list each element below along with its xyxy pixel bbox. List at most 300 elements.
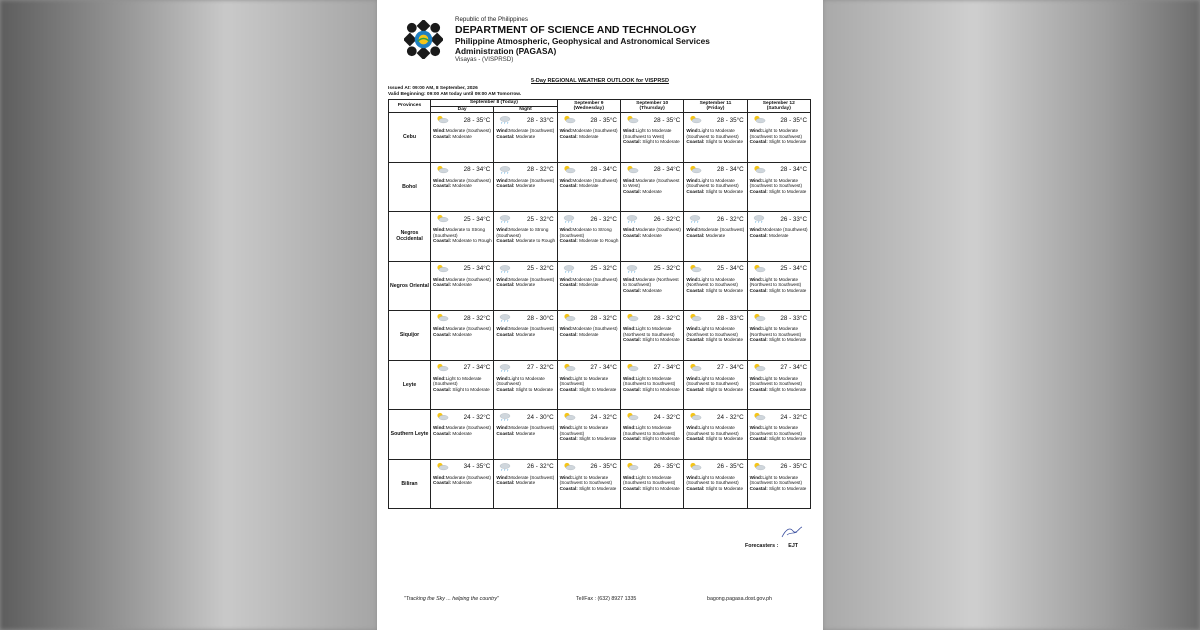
partly-cloudy-sun-icon <box>752 408 766 426</box>
temperature-range: 25 - 32°C <box>526 265 554 273</box>
coastal-info <box>560 238 619 243</box>
temperature-range: 24 - 32°C <box>716 413 744 421</box>
temperature-range: 25 - 32°C <box>653 265 681 273</box>
coastal-value: Moderate <box>515 480 536 486</box>
temperature-range: 28 - 32°C <box>653 314 681 322</box>
forecast-cell <box>494 162 557 212</box>
coastal-label: Coastal: <box>749 337 768 342</box>
temperature-range: 24 - 30°C <box>526 413 554 421</box>
partly-cloudy-sun-icon <box>688 408 702 426</box>
coastal-info <box>433 480 492 485</box>
forecasters-name: EJT <box>788 543 798 549</box>
wind-info <box>750 128 809 139</box>
coastal-label: Coastal: <box>622 485 642 491</box>
coastal-info <box>496 238 555 243</box>
valid-period: Valid Beginning: 09:00 AM today until 09:00 AM Tomorrow. <box>388 91 522 97</box>
wind-value: Light to Moderate (Southwest) <box>496 375 545 387</box>
coastal-label: Coastal: <box>496 480 515 486</box>
temperature-range: 28 - 33°C <box>526 116 554 124</box>
document-title: 5-Day REGIONAL WEATHER OUTLOOK for VISPRSD <box>531 78 669 84</box>
coastal-value: Slight to Moderate <box>642 485 680 491</box>
coastal-label: Coastal: <box>749 232 768 238</box>
temperature-range: 26 - 32°C <box>526 463 554 471</box>
wind-label: Wind: <box>686 425 700 431</box>
coastal-info <box>560 387 619 392</box>
forecast-cell <box>620 311 683 361</box>
partly-cloudy-sun-icon <box>688 458 702 476</box>
issue-info <box>388 86 521 98</box>
wind-info <box>560 425 619 436</box>
wind-value: Moderate to Strong (Southwest) <box>559 227 612 238</box>
coastal-value: Moderate <box>515 133 536 139</box>
coastal-value: Moderate <box>642 287 662 293</box>
wind-label: Wind: <box>749 227 763 233</box>
footer-motto: "Tracking the Sky ... helping the country" <box>404 596 499 602</box>
wind-info <box>496 227 555 238</box>
forecast-cell <box>557 311 620 361</box>
wind-label: Wind: <box>559 326 573 332</box>
coastal-value: Moderate <box>452 480 472 486</box>
dost-logo <box>404 20 443 59</box>
letterhead <box>455 16 815 64</box>
partly-cloudy-sun-icon <box>752 161 766 179</box>
wind-label: Wind: <box>496 276 510 282</box>
wind-value: Light to Moderate (Southwest to Southwest) <box>622 375 676 387</box>
partly-cloudy-sun-icon <box>688 260 702 278</box>
table-row <box>389 162 811 212</box>
coastal-value: Slight to Moderate <box>452 386 490 392</box>
coastal-label: Coastal: <box>749 436 768 441</box>
coastal-label: Coastal: <box>559 436 578 441</box>
coastal-label: Coastal: <box>622 386 642 392</box>
wind-value: Light to Moderate (Northwest to Southwest) <box>686 326 738 337</box>
wind-info <box>433 227 492 238</box>
coastal-value: Slight to Moderate <box>705 386 744 392</box>
partly-cloudy-sun-icon <box>625 359 639 377</box>
coastal-info <box>433 238 492 243</box>
wind-value: Light to Moderate (Northwest to Southwest) <box>749 326 802 337</box>
wind-info <box>750 326 809 337</box>
coastal-value: Slight to Moderate <box>642 337 680 342</box>
coastal-value: Slight to Moderate <box>769 337 807 342</box>
coastal-label: Coastal: <box>433 183 452 189</box>
forecasters-label: Forecasters : <box>745 543 779 549</box>
wind-value: Moderate (Southwest) <box>699 227 745 233</box>
province-name: Leyte <box>389 360 431 410</box>
wind-value: Light to Moderate (Southwest to West) <box>622 128 672 139</box>
partly-cloudy-sun-icon <box>625 458 639 476</box>
forecast-cell <box>747 113 810 163</box>
wind-info <box>750 475 809 486</box>
wind-value: Moderate (Southwest) <box>572 128 618 134</box>
coastal-label: Coastal: <box>433 238 452 243</box>
forecast-cell <box>557 162 620 212</box>
wind-label: Wind: <box>433 425 446 431</box>
coastal-value: Slight to Moderate <box>642 386 680 392</box>
forecast-cell <box>494 459 557 509</box>
coastal-info <box>433 387 492 392</box>
wind-label: Wind: <box>433 375 446 381</box>
agency-line-1: Philippine Atmospheric, Geophysical and Astronomical Services <box>455 36 710 46</box>
wind-label: Wind: <box>496 375 510 381</box>
province-name: Cebu <box>389 113 431 163</box>
coastal-info <box>750 233 809 238</box>
coastal-info <box>686 436 745 441</box>
temperature-range: 28 - 35°C <box>590 116 617 124</box>
temperature-range: 26 - 35°C <box>780 463 807 471</box>
forecast-cell <box>684 311 747 361</box>
temperature-range: 26 - 35°C <box>716 463 744 471</box>
wind-info <box>623 178 682 189</box>
header-day-3: September 11 (Friday) <box>684 100 747 113</box>
wind-label: Wind: <box>622 128 636 134</box>
wind-value: Light to Moderate (Southwest to Southwest) <box>686 425 739 436</box>
coastal-info <box>496 480 555 485</box>
coastal-info <box>686 189 745 194</box>
wind-info <box>686 277 745 288</box>
temperature-range: 26 - 32°C <box>716 215 744 223</box>
partly-cloudy-sun-icon <box>688 359 702 377</box>
temperature-range: 25 - 34°C <box>780 265 807 273</box>
table-row <box>389 212 811 262</box>
partly-cloudy-sun-icon <box>435 309 449 327</box>
weather-outlook-table <box>388 99 811 509</box>
coastal-info <box>433 332 492 337</box>
forecast-cell <box>620 113 683 163</box>
coastal-value: Slight to Moderate <box>642 436 680 441</box>
coastal-info <box>750 189 809 194</box>
wind-value: Light to Moderate (Southwest to Southwest) <box>686 474 739 486</box>
coastal-info <box>560 332 619 337</box>
wind-info <box>560 376 619 387</box>
coastal-label: Coastal: <box>559 133 578 139</box>
coastal-info <box>623 337 682 342</box>
wind-value: Moderate (Southwest) <box>445 276 491 282</box>
cloudy-rain-icon <box>562 260 576 278</box>
cloudy-rain-icon <box>498 210 512 228</box>
wind-value: Light to Moderate (Southwest to Southwest) <box>622 425 676 436</box>
wind-label: Wind: <box>622 326 636 332</box>
temperature-range: 27 - 34°C <box>780 364 807 372</box>
temperature-range: 28 - 32°C <box>590 314 617 322</box>
forecast-cell <box>494 261 557 311</box>
table-row <box>389 261 811 311</box>
coastal-label: Coastal: <box>749 287 768 293</box>
forecast-cell <box>557 261 620 311</box>
wind-label: Wind: <box>496 425 510 431</box>
wind-value: Moderate (Southwest) <box>445 474 491 480</box>
wind-label: Wind: <box>749 375 763 381</box>
wind-value: Light to Moderate (Northwest to Southwest) <box>622 326 675 337</box>
coastal-value: Slight to Moderate <box>705 287 744 293</box>
wind-info <box>750 425 809 436</box>
forecast-cell <box>557 212 620 262</box>
department-name: DEPARTMENT OF SCIENCE AND TECHNOLOGY <box>455 24 697 36</box>
wind-label: Wind: <box>686 177 700 183</box>
partly-cloudy-sun-icon <box>625 309 639 327</box>
coastal-label: Coastal: <box>686 188 705 194</box>
partly-cloudy-sun-icon <box>562 309 576 327</box>
forecast-cell <box>684 360 747 410</box>
partly-cloudy-sun-icon <box>435 359 449 377</box>
wind-info <box>686 475 745 486</box>
wind-info <box>750 376 809 387</box>
coastal-label: Coastal: <box>496 183 515 189</box>
wind-label: Wind: <box>686 474 700 480</box>
wind-label: Wind: <box>622 177 636 183</box>
header-today-night: Night <box>494 106 557 113</box>
wind-value: Light to Moderate (Southwest to Southwest) <box>749 128 802 139</box>
partly-cloudy-sun-icon <box>752 260 766 278</box>
coastal-info <box>623 288 682 293</box>
coastal-value: Slight to Moderate <box>769 139 807 144</box>
forecast-cell <box>494 360 557 410</box>
coastal-label: Coastal: <box>686 139 705 144</box>
wind-info <box>686 326 745 337</box>
footer-website: bagong.pagasa.dost.gov.ph <box>707 596 772 602</box>
forecast-cell <box>431 410 494 460</box>
wind-label: Wind: <box>559 474 573 480</box>
coastal-info <box>496 134 555 139</box>
partly-cloudy-sun-icon <box>562 111 576 129</box>
coastal-info <box>750 288 809 293</box>
province-name: Biliran <box>389 459 431 509</box>
forecaster-signature <box>781 525 803 539</box>
coastal-value: Slight to Moderate <box>515 386 554 392</box>
wind-label: Wind: <box>433 128 446 134</box>
province-name: Negros Oriental <box>389 261 431 311</box>
wind-value: Light to Moderate (Southwest to Southwest) <box>622 474 676 486</box>
temperature-range: 26 - 35°C <box>590 463 617 471</box>
coastal-label: Coastal: <box>686 287 705 293</box>
coastal-label: Coastal: <box>622 232 642 238</box>
province-name: Southern Leyte <box>389 410 431 460</box>
temperature-range: 28 - 35°C <box>716 116 744 124</box>
wind-info <box>623 376 682 387</box>
temperature-range: 28 - 34°C <box>780 166 807 174</box>
coastal-value: Moderate <box>579 133 599 139</box>
footer-telfax: Tel/Fax : (632) 8927 1335 <box>576 596 637 602</box>
wind-label: Wind: <box>686 276 700 282</box>
wind-value: Light to Moderate (Southwest to Southwest) <box>749 177 802 189</box>
temperature-range: 26 - 33°C <box>780 215 807 223</box>
coastal-label: Coastal: <box>496 430 515 436</box>
wind-value: Moderate (Southwest) <box>445 177 491 183</box>
wind-label: Wind: <box>749 425 763 431</box>
coastal-info <box>623 436 682 441</box>
temperature-range: 28 - 33°C <box>780 314 807 322</box>
coastal-value: Moderate <box>515 430 536 436</box>
coastal-label: Coastal: <box>433 480 452 486</box>
coastal-label: Coastal: <box>433 133 452 139</box>
wind-value: Light to Moderate (Southwest) <box>433 375 482 387</box>
coastal-info <box>496 332 555 337</box>
temperature-range: 28 - 35°C <box>780 116 807 124</box>
coastal-label: Coastal: <box>622 436 642 441</box>
partly-cloudy-sun-icon <box>688 309 702 327</box>
coastal-label: Coastal: <box>622 139 642 144</box>
coastal-info <box>560 282 619 287</box>
coastal-info <box>433 431 492 436</box>
partly-cloudy-sun-icon <box>752 111 766 129</box>
wind-value: Moderate (Southwest) <box>509 425 555 431</box>
issued-at: Issued At: 09:00 AM, 8 September, 2026 <box>388 86 478 91</box>
coastal-value: Moderate to Rough <box>579 238 619 243</box>
wind-value: Moderate (Southwest) <box>635 227 681 233</box>
wind-value: Moderate (Southwest) <box>572 326 618 332</box>
wind-value: Moderate (Southwest) <box>762 227 808 233</box>
forecast-cell <box>557 113 620 163</box>
wind-value: Moderate (Southwest to West) <box>622 177 680 189</box>
coastal-label: Coastal: <box>559 238 578 243</box>
forecast-cell <box>557 410 620 460</box>
coastal-info <box>560 183 619 188</box>
coastal-info <box>496 183 555 188</box>
header-today: September 8 (Today) <box>431 100 558 107</box>
temperature-range: 28 - 32°C <box>526 166 554 174</box>
coastal-value: Moderate <box>579 331 599 337</box>
forecast-cell <box>494 113 557 163</box>
coastal-value: Moderate <box>452 282 472 288</box>
cloudy-rain-icon <box>498 458 512 476</box>
temperature-range: 26 - 32°C <box>590 215 617 223</box>
coastal-value: Moderate <box>515 183 536 189</box>
forecast-cell <box>747 212 810 262</box>
republic-line: Republic of the Philippines <box>455 16 528 23</box>
wind-label: Wind: <box>686 227 700 233</box>
partly-cloudy-sun-icon <box>435 260 449 278</box>
wind-value: Light to Moderate (Southwest) <box>559 375 609 387</box>
temperature-range: 28 - 32°C <box>463 314 491 322</box>
wind-label: Wind: <box>749 276 763 282</box>
wind-value: Moderate (Southwest) <box>509 276 555 282</box>
temperature-range: 28 - 34°C <box>590 166 617 174</box>
wind-label: Wind: <box>559 128 573 134</box>
wind-value: Light to Moderate (Northwest to Southwest) <box>749 276 802 288</box>
forecast-cell <box>684 113 747 163</box>
table-row <box>389 360 811 410</box>
wind-label: Wind: <box>686 375 700 381</box>
temperature-range: 28 - 35°C <box>653 116 681 124</box>
partly-cloudy-sun-icon <box>688 111 702 129</box>
cloudy-rain-icon <box>498 408 512 426</box>
temperature-range: 26 - 35°C <box>653 463 681 471</box>
wind-label: Wind: <box>559 375 573 381</box>
coastal-value: Moderate <box>452 183 472 189</box>
wind-value: Light to Moderate (Southwest to Southwest) <box>559 474 612 486</box>
partly-cloudy-sun-icon <box>752 309 766 327</box>
forecast-cell <box>747 410 810 460</box>
coastal-info <box>750 387 809 392</box>
wind-label: Wind: <box>559 227 573 233</box>
wind-label: Wind: <box>433 326 446 332</box>
header-day-1: September 9 (Wednesday) <box>557 100 620 113</box>
coastal-value: Moderate <box>579 183 599 189</box>
coastal-label: Coastal: <box>496 238 515 243</box>
wind-label: Wind: <box>496 227 510 233</box>
partly-cloudy-sun-icon <box>562 458 576 476</box>
cloudy-rain-icon <box>498 260 512 278</box>
table-row <box>389 410 811 460</box>
coastal-value: Slight to Moderate <box>705 188 744 194</box>
coastal-label: Coastal: <box>433 430 452 436</box>
coastal-label: Coastal: <box>622 337 642 342</box>
coastal-info <box>560 134 619 139</box>
wind-value: Moderate (Northwest to Southwest) <box>622 276 679 288</box>
coastal-label: Coastal: <box>559 386 578 392</box>
wind-value: Moderate (Southwest) <box>509 177 555 183</box>
temperature-range: 24 - 32°C <box>463 413 491 421</box>
coastal-value: Moderate <box>452 430 472 436</box>
coastal-label: Coastal: <box>622 188 642 194</box>
forecasters <box>745 543 798 549</box>
wind-label: Wind: <box>622 227 636 233</box>
coastal-label: Coastal: <box>686 485 705 491</box>
province-name: Bohol <box>389 162 431 212</box>
temperature-range: 24 - 32°C <box>653 413 681 421</box>
temperature-range: 28 - 34°C <box>716 166 744 174</box>
wind-value: Light to Moderate (Southwest) <box>559 425 609 436</box>
temperature-range: 28 - 35°C <box>463 116 491 124</box>
partly-cloudy-sun-icon <box>625 408 639 426</box>
wind-label: Wind: <box>559 276 573 282</box>
coastal-info <box>560 486 619 491</box>
coastal-info <box>750 337 809 342</box>
coastal-label: Coastal: <box>686 232 705 238</box>
header-today-day: Day <box>431 106 494 113</box>
forecast-cell <box>431 459 494 509</box>
wind-value: Light to Moderate (Northwest to Southwest) <box>686 276 738 288</box>
forecast-cell <box>684 261 747 311</box>
wind-label: Wind: <box>433 227 446 233</box>
coastal-info <box>623 486 682 491</box>
forecast-cell <box>431 212 494 262</box>
coastal-info <box>686 288 745 293</box>
wind-value: Light to Moderate (Southwest to Southwest) <box>686 177 739 189</box>
coastal-value: Moderate to Rough <box>515 238 556 243</box>
wind-label: Wind: <box>496 128 510 134</box>
temperature-range: 25 - 34°C <box>463 215 491 223</box>
coastal-info <box>623 387 682 392</box>
partly-cloudy-sun-icon <box>562 161 576 179</box>
coastal-label: Coastal: <box>433 386 452 392</box>
coastal-label: Coastal: <box>559 282 578 288</box>
wind-label: Wind: <box>622 276 636 282</box>
coastal-label: Coastal: <box>496 133 515 139</box>
cloudy-rain-icon <box>752 210 766 228</box>
coastal-label: Coastal: <box>686 337 705 342</box>
forecast-cell <box>684 410 747 460</box>
forecast-cell <box>747 459 810 509</box>
forecast-cell <box>557 360 620 410</box>
coastal-label: Coastal: <box>749 139 768 144</box>
coastal-value: Slight to Moderate <box>705 485 744 491</box>
province-name: Negros Occidental <box>389 212 431 262</box>
wind-label: Wind: <box>749 128 763 134</box>
coastal-value: Moderate <box>642 188 662 194</box>
coastal-label: Coastal: <box>686 436 705 441</box>
partly-cloudy-sun-icon <box>435 111 449 129</box>
background-left <box>0 0 377 630</box>
wind-value: Light to Moderate (Southwest to Southwest) <box>686 128 739 139</box>
cloudy-rain-icon <box>498 309 512 327</box>
coastal-value: Moderate <box>515 331 536 337</box>
cloudy-rain-icon <box>498 161 512 179</box>
wind-label: Wind: <box>559 177 573 183</box>
coastal-info <box>433 134 492 139</box>
temperature-range: 25 - 32°C <box>590 265 617 273</box>
wind-info <box>686 128 745 139</box>
